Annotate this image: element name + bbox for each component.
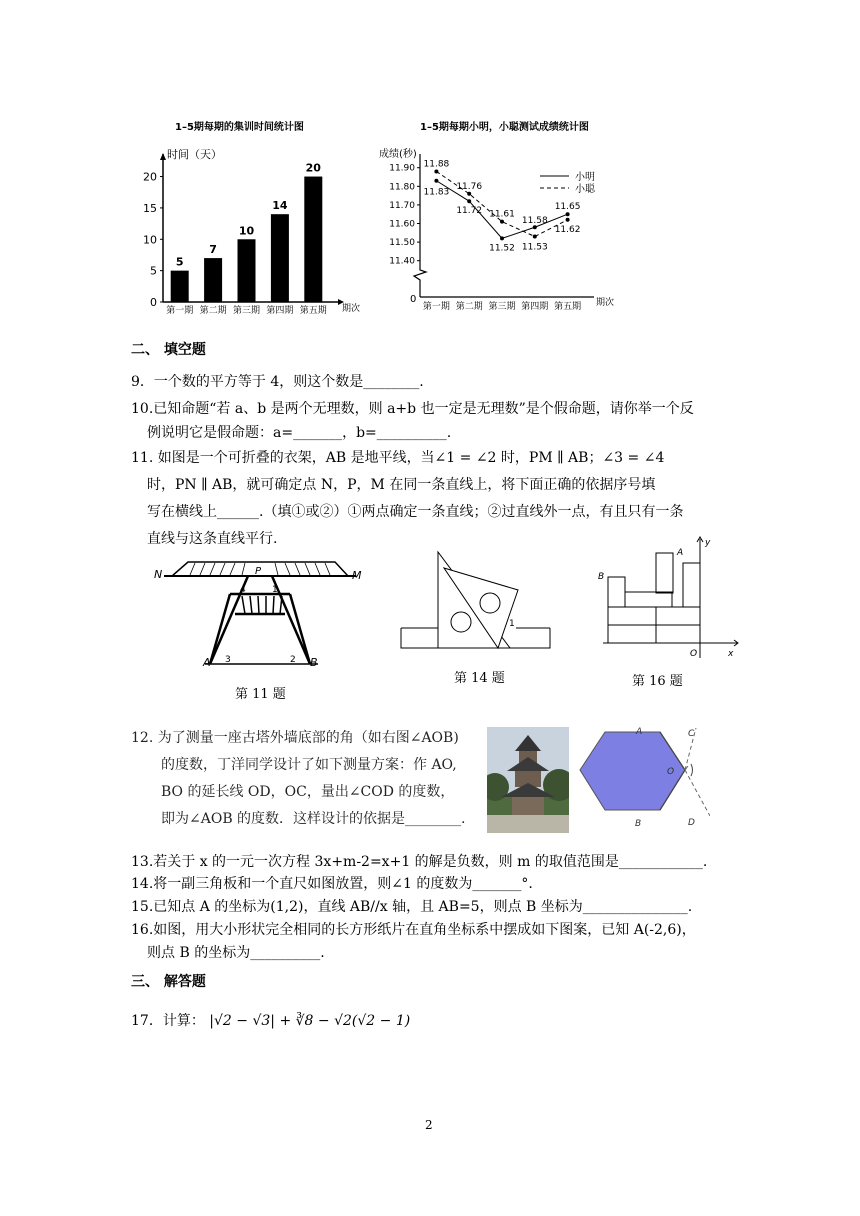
fig16-label-o: O xyxy=(690,649,698,659)
series-point xyxy=(566,218,570,222)
series-data-label: 11.53 xyxy=(521,242,548,253)
line-y-tick-label: 11.70 xyxy=(389,200,415,211)
legend xyxy=(540,170,596,195)
question-12 xyxy=(131,725,491,833)
question-11-line1: 11. 如图是一个可折叠的衣架，AB 是地平线，当∠1 = ∠2 时，PM ∥ AB；∠3 = ∠4 xyxy=(131,450,665,466)
fig16-label-y: y xyxy=(705,538,711,548)
bar-chart-ylabel: 时间（天） xyxy=(167,148,222,161)
bar-value-label: 10 xyxy=(238,224,255,238)
series-point xyxy=(434,179,438,183)
bar-y-tick-label: 15 xyxy=(143,201,157,215)
fig11-label-p: P xyxy=(255,566,262,577)
question-12-line2: 的度数，丁洋同学设计了如下测量方案：作 AO, xyxy=(161,757,457,773)
figure-14-triangle-rulers xyxy=(398,548,553,653)
series-data-label: 11.52 xyxy=(489,243,515,254)
fig11-label-3: 3 xyxy=(225,655,231,665)
line-category-label: 第五期 xyxy=(554,302,582,312)
line-chart-xlabel: 期次 xyxy=(596,298,615,308)
bar-chart xyxy=(115,112,365,322)
bar-y-tick-label: 10 xyxy=(143,233,157,247)
pagoda-photo xyxy=(487,727,569,833)
question-11-line3: 写在横线上______.（填①或②）①两点确定一条直线；②过直线外一点，有且只有一条 xyxy=(147,504,684,520)
caption-figure-16: 第 16 题 xyxy=(632,674,683,689)
question-17 xyxy=(131,1010,410,1030)
series-point xyxy=(500,236,504,240)
fig14-label-1: 1 xyxy=(509,619,515,629)
line-y-axis xyxy=(414,154,426,297)
line-y-tick-label: 11.40 xyxy=(389,256,415,267)
fig11-label-2: 2 xyxy=(290,655,296,665)
fig11-label-a: A xyxy=(203,656,211,669)
line-chart xyxy=(372,112,622,322)
question-17-label: 17．计算： xyxy=(131,1013,205,1029)
legend-xiaocong: 小聪 xyxy=(575,184,595,195)
line-y-tick-label: 11.90 xyxy=(389,163,415,174)
bar-category-label: 第五期 xyxy=(299,306,327,316)
question-16-line2: 则点 B 的坐标为__________. xyxy=(147,945,325,961)
bar-value-label: 14 xyxy=(272,199,288,213)
fig11-label-b: B xyxy=(310,656,318,669)
line-y-tick-label: 11.80 xyxy=(389,182,415,193)
section-heading-fill: 二、 填空题 xyxy=(131,342,206,358)
bar-category-label: 第三期 xyxy=(232,306,261,316)
line-category-label: 第三期 xyxy=(488,302,516,312)
fig12-label-a: A xyxy=(636,727,643,737)
series-data-label: 11.61 xyxy=(489,209,515,220)
line-chart-origin: 0 xyxy=(410,294,417,305)
bar-category-label: 第四期 xyxy=(266,306,294,316)
question-16-line1: 16.如图，用大小形状完全相同的长方形纸片在直角坐标系中摆成如下图案，已知 A(-2,6)， xyxy=(131,922,696,938)
series-point xyxy=(533,235,537,239)
series-point xyxy=(467,192,471,196)
line-chart-title: 1–5期每期小明，小聪测试成绩统计图 xyxy=(420,122,589,133)
bar-chart-xlabel: 期次 xyxy=(342,304,361,314)
bar-category-label: 第一期 xyxy=(166,306,194,316)
bar xyxy=(271,214,289,302)
fig16-label-b: B xyxy=(598,572,605,582)
bar-y-arrow xyxy=(160,153,166,160)
figure-16-rectangles xyxy=(595,533,745,663)
fig11-label-1: 1 xyxy=(272,585,278,595)
series-data-label: 11.58 xyxy=(521,216,548,227)
fig12-label-o: O xyxy=(667,767,675,777)
line-category-label: 第二期 xyxy=(455,302,483,312)
bar-value-label: 5 xyxy=(175,255,184,269)
bar-y-tick-label: 0 xyxy=(150,296,157,309)
caption-figure-11: 第 11 题 xyxy=(235,687,286,702)
bar xyxy=(204,258,222,302)
fig16-label-x: x xyxy=(728,649,734,659)
bar-value-label: 7 xyxy=(209,243,217,257)
series-point xyxy=(566,212,570,216)
bar-y-tick-label: 5 xyxy=(150,264,157,278)
line-chart-ylabel: 成绩(秒) xyxy=(379,149,417,160)
legend-xiaoming: 小明 xyxy=(575,172,595,183)
series-point xyxy=(500,220,504,224)
question-12-line1: 12. 为了测量一座古塔外墙底部的角（如右图∠AOB) xyxy=(131,730,459,746)
question-15: 15.已知点 A 的坐标为(1,2)，直线 AB//x 轴，且 AB=5，则点 B 坐标为_______________. xyxy=(131,899,693,915)
question-11-line4: 直线与这条直线平行. xyxy=(147,531,278,547)
fig16-label-a: A xyxy=(677,548,684,558)
question-10-line1: 10.已知命题“若 a、b 是两个无理数，则 a+b 也一定是无理数”是个假命题，请你举一个反 xyxy=(131,401,694,417)
series-data-label: 11.62 xyxy=(554,224,581,235)
figure-12-angle xyxy=(570,722,710,834)
series-data-label: 11.72 xyxy=(456,206,483,217)
bar-category-label: 第二期 xyxy=(199,306,227,316)
bar xyxy=(238,239,256,302)
question-17-expression: |√2 − √3| + ∛8 − √2(√2 − 1) xyxy=(209,1013,411,1029)
fig12-label-b: B xyxy=(635,819,642,829)
question-10-line2: 例说明它是假命题：a=_______，b=__________. xyxy=(147,425,452,441)
fig12-label-c: C xyxy=(688,729,695,739)
bar-value-label: 20 xyxy=(305,161,321,175)
question-13: 13.若关于 x 的一元一次方程 3x+m-2=x+1 的解是负数，则 m 的取值范围是____________. xyxy=(131,854,708,870)
figure-11-clothes-rack xyxy=(150,552,370,677)
bar xyxy=(304,177,322,302)
question-12-line3: BO 的延长线 OD，OC，量出∠COD 的度数， xyxy=(161,784,455,800)
fig11-label-n: N xyxy=(154,568,163,581)
series-data-label: 11.65 xyxy=(554,202,581,213)
question-9: 9．一个数的平方等于 4，则这个数是________. xyxy=(131,374,424,390)
question-14: 14.将一副三角板和一个直尺如图放置，则∠1 的度数为_______°. xyxy=(131,876,533,892)
line-category-label: 第四期 xyxy=(521,302,549,312)
series-data-label: 11.76 xyxy=(456,181,483,192)
line-y-tick-label: 11.60 xyxy=(389,219,415,230)
series-point xyxy=(467,199,471,203)
series-data-label: 11.83 xyxy=(423,187,450,198)
question-12-line4: 即为∠AOB 的度数．这样设计的依据是________. xyxy=(161,811,466,827)
question-11-line2: 时，PN ∥ AB，就可确定点 N，P，M 在同一条直线上，将下面正确的依据序号填 xyxy=(147,477,656,493)
line-y-tick-label: 11.50 xyxy=(389,238,415,249)
fig12-label-d: D xyxy=(688,818,695,828)
series-point xyxy=(434,169,438,173)
line-category-label: 第一期 xyxy=(422,302,450,312)
bar-y-tick-label: 20 xyxy=(143,170,157,184)
section-heading-solve: 三、 解答题 xyxy=(131,974,206,990)
bar-chart-title: 1–5期每期的集训时间统计图 xyxy=(175,122,304,133)
fig11-label-m: M xyxy=(352,569,362,582)
fig11-label-4: 4 xyxy=(240,585,246,595)
bar xyxy=(171,271,189,302)
series-data-label: 11.88 xyxy=(423,159,450,170)
page-number: 2 xyxy=(425,1118,433,1132)
caption-figure-14: 第 14 题 xyxy=(454,671,505,686)
